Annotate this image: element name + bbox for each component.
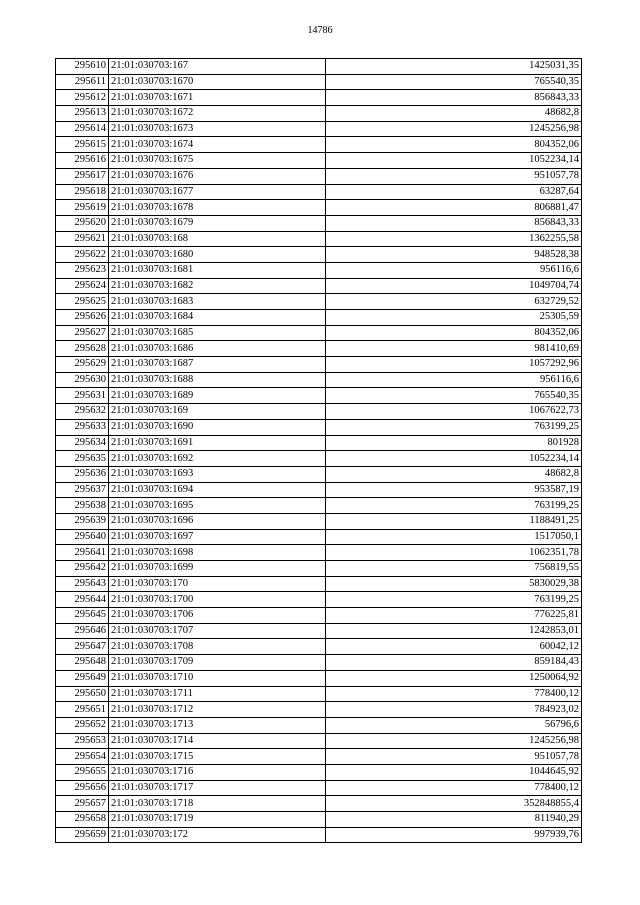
cadastral-number-cell: 21:01:030703:1688 bbox=[109, 372, 326, 388]
cadastral-number-cell: 21:01:030703:168 bbox=[109, 231, 326, 247]
row-number-cell: 295637 bbox=[56, 482, 109, 498]
table-row bbox=[56, 764, 582, 780]
cadastral-value-cell: 1062351,78 bbox=[326, 545, 582, 561]
cadastral-number-cell: 21:01:030703:1691 bbox=[109, 435, 326, 451]
table-row bbox=[56, 812, 582, 828]
row-number-cell: 295619 bbox=[56, 200, 109, 216]
page-number: 14786 bbox=[307, 25, 333, 36]
cadastral-number-cell: 21:01:030703:1670 bbox=[109, 74, 326, 90]
cadastral-number-cell: 21:01:030703:1700 bbox=[109, 592, 326, 608]
table-row bbox=[56, 466, 582, 482]
table-row bbox=[56, 686, 582, 702]
table-row bbox=[56, 670, 582, 686]
cadastral-value-cell: 856843,33 bbox=[326, 90, 582, 106]
cadastral-number-cell: 21:01:030703:1719 bbox=[109, 812, 326, 828]
cadastral-number-cell: 21:01:030703:1686 bbox=[109, 341, 326, 357]
cadastral-value-cell: 632729,52 bbox=[326, 294, 582, 310]
row-number-cell: 295658 bbox=[56, 812, 109, 828]
row-number-cell: 295632 bbox=[56, 404, 109, 420]
cadastral-value-cell: 48682,8 bbox=[326, 106, 582, 122]
table-row bbox=[56, 388, 582, 404]
cadastral-value-cell: 953587,19 bbox=[326, 482, 582, 498]
table-row bbox=[56, 639, 582, 655]
table-row bbox=[56, 780, 582, 796]
cadastral-value-cell: 948528,38 bbox=[326, 247, 582, 263]
cadastral-value-cell: 763199,25 bbox=[326, 592, 582, 608]
cadastral-number-cell: 21:01:030703:1711 bbox=[109, 686, 326, 702]
row-number-cell: 295647 bbox=[56, 639, 109, 655]
row-number-cell: 295616 bbox=[56, 153, 109, 169]
table-row bbox=[56, 749, 582, 765]
row-number-cell: 295640 bbox=[56, 529, 109, 545]
cadastral-number-cell: 21:01:030703:1714 bbox=[109, 733, 326, 749]
row-number-cell: 295633 bbox=[56, 419, 109, 435]
cadastral-value-cell: 1250064,92 bbox=[326, 670, 582, 686]
row-number-cell: 295626 bbox=[56, 310, 109, 326]
cadastral-number-cell: 21:01:030703:1707 bbox=[109, 623, 326, 639]
cadastral-number-cell: 21:01:030703:1696 bbox=[109, 513, 326, 529]
cadastral-number-cell: 21:01:030703:1681 bbox=[109, 262, 326, 278]
row-number-cell: 295628 bbox=[56, 341, 109, 357]
row-number-cell: 295629 bbox=[56, 357, 109, 373]
cadastral-value-cell: 1188491,25 bbox=[326, 513, 582, 529]
cadastral-value-cell: 804352,06 bbox=[326, 325, 582, 341]
table-row bbox=[56, 498, 582, 514]
cadastral-number-cell: 21:01:030703:1693 bbox=[109, 466, 326, 482]
table-row bbox=[56, 74, 582, 90]
cadastral-value-cell: 1049704,74 bbox=[326, 278, 582, 294]
cadastral-number-cell: 21:01:030703:1676 bbox=[109, 168, 326, 184]
table-row bbox=[56, 655, 582, 671]
row-number-cell: 295636 bbox=[56, 466, 109, 482]
cadastral-value-cell: 778400,12 bbox=[326, 686, 582, 702]
row-number-cell: 295622 bbox=[56, 247, 109, 263]
table-row bbox=[56, 310, 582, 326]
cadastral-value-cell: 1057292,96 bbox=[326, 357, 582, 373]
table-row bbox=[56, 608, 582, 624]
row-number-cell: 295610 bbox=[56, 59, 109, 75]
cadastral-number-cell: 21:01:030703:1672 bbox=[109, 106, 326, 122]
table-row bbox=[56, 717, 582, 733]
table-row bbox=[56, 435, 582, 451]
table-row bbox=[56, 262, 582, 278]
cadastral-value-cell: 778400,12 bbox=[326, 780, 582, 796]
row-number-cell: 295634 bbox=[56, 435, 109, 451]
row-number-cell: 295644 bbox=[56, 592, 109, 608]
cadastral-value-cell: 804352,06 bbox=[326, 137, 582, 153]
table-row bbox=[56, 153, 582, 169]
table-row bbox=[56, 482, 582, 498]
row-number-cell: 295651 bbox=[56, 702, 109, 718]
cadastral-value-cell: 1245256,98 bbox=[326, 121, 582, 137]
cadastral-number-cell: 21:01:030703:1680 bbox=[109, 247, 326, 263]
cadastral-value-cell: 765540,35 bbox=[326, 388, 582, 404]
row-number-cell: 295611 bbox=[56, 74, 109, 90]
table-row bbox=[56, 341, 582, 357]
cadastral-number-cell: 21:01:030703:1671 bbox=[109, 90, 326, 106]
table-row bbox=[56, 294, 582, 310]
cadastral-number-cell: 21:01:030703:1708 bbox=[109, 639, 326, 655]
row-number-cell: 295656 bbox=[56, 780, 109, 796]
table-row bbox=[56, 137, 582, 153]
table-row bbox=[56, 231, 582, 247]
row-number-cell: 295654 bbox=[56, 749, 109, 765]
table-row bbox=[56, 561, 582, 577]
row-number-cell: 295648 bbox=[56, 655, 109, 671]
cadastral-value-cell: 859184,43 bbox=[326, 655, 582, 671]
cadastral-value-cell: 1067622,73 bbox=[326, 404, 582, 420]
table-row bbox=[56, 121, 582, 137]
cadastral-number-cell: 21:01:030703:1673 bbox=[109, 121, 326, 137]
cadastral-number-cell: 21:01:030703:1677 bbox=[109, 184, 326, 200]
cadastral-value-cell: 763199,25 bbox=[326, 419, 582, 435]
cadastral-value-cell: 951057,78 bbox=[326, 168, 582, 184]
cadastral-number-cell: 21:01:030703:1697 bbox=[109, 529, 326, 545]
table-row bbox=[56, 215, 582, 231]
table-row bbox=[56, 529, 582, 545]
table-row bbox=[56, 357, 582, 373]
row-number-cell: 295635 bbox=[56, 451, 109, 467]
row-number-cell: 295617 bbox=[56, 168, 109, 184]
cadastral-number-cell: 21:01:030703:1684 bbox=[109, 310, 326, 326]
row-number-cell: 295659 bbox=[56, 827, 109, 843]
cadastral-number-cell: 21:01:030703:1695 bbox=[109, 498, 326, 514]
cadastral-number-cell: 21:01:030703:1706 bbox=[109, 608, 326, 624]
row-number-cell: 295624 bbox=[56, 278, 109, 294]
table-row bbox=[56, 545, 582, 561]
table-row bbox=[56, 325, 582, 341]
row-number-cell: 295649 bbox=[56, 670, 109, 686]
cadastral-value-cell: 1425031,35 bbox=[326, 59, 582, 75]
cadastral-number-cell: 21:01:030703:1716 bbox=[109, 764, 326, 780]
table-row bbox=[56, 796, 582, 812]
cadastral-value-cell: 60042,12 bbox=[326, 639, 582, 655]
table-row bbox=[56, 513, 582, 529]
table-row bbox=[56, 733, 582, 749]
cadastral-number-cell: 21:01:030703:1709 bbox=[109, 655, 326, 671]
row-number-cell: 295657 bbox=[56, 796, 109, 812]
row-number-cell: 295614 bbox=[56, 121, 109, 137]
table-row bbox=[56, 200, 582, 216]
cadastral-value-cell: 856843,33 bbox=[326, 215, 582, 231]
row-number-cell: 295620 bbox=[56, 215, 109, 231]
cadastral-value-cell: 956116,6 bbox=[326, 372, 582, 388]
cadastral-value-table bbox=[55, 58, 582, 843]
cadastral-number-cell: 21:01:030703:1682 bbox=[109, 278, 326, 294]
table-row bbox=[56, 451, 582, 467]
row-number-cell: 295621 bbox=[56, 231, 109, 247]
cadastral-number-cell: 21:01:030703:170 bbox=[109, 576, 326, 592]
cadastral-number-cell: 21:01:030703:1690 bbox=[109, 419, 326, 435]
row-number-cell: 295655 bbox=[56, 764, 109, 780]
table-row bbox=[56, 168, 582, 184]
table-row bbox=[56, 827, 582, 843]
cadastral-value-cell: 765540,35 bbox=[326, 74, 582, 90]
cadastral-number-cell: 21:01:030703:1713 bbox=[109, 717, 326, 733]
cadastral-value-cell: 48682,8 bbox=[326, 466, 582, 482]
cadastral-number-cell: 21:01:030703:1679 bbox=[109, 215, 326, 231]
cadastral-number-cell: 21:01:030703:167 bbox=[109, 59, 326, 75]
cadastral-number-cell: 21:01:030703:1710 bbox=[109, 670, 326, 686]
cadastral-value-cell: 756819,55 bbox=[326, 561, 582, 577]
table-row bbox=[56, 59, 582, 75]
cadastral-value-cell: 763199,25 bbox=[326, 498, 582, 514]
cadastral-value-cell: 1245256,98 bbox=[326, 733, 582, 749]
table-row bbox=[56, 278, 582, 294]
cadastral-value-cell: 951057,78 bbox=[326, 749, 582, 765]
row-number-cell: 295615 bbox=[56, 137, 109, 153]
row-number-cell: 295639 bbox=[56, 513, 109, 529]
cadastral-value-cell: 981410,69 bbox=[326, 341, 582, 357]
cadastral-number-cell: 21:01:030703:1715 bbox=[109, 749, 326, 765]
row-number-cell: 295643 bbox=[56, 576, 109, 592]
cadastral-value-cell: 63287,64 bbox=[326, 184, 582, 200]
table-body bbox=[56, 59, 582, 843]
table-row bbox=[56, 404, 582, 420]
cadastral-number-cell: 21:01:030703:1698 bbox=[109, 545, 326, 561]
cadastral-value-cell: 1052234,14 bbox=[326, 153, 582, 169]
cadastral-number-cell: 21:01:030703:1689 bbox=[109, 388, 326, 404]
cadastral-value-cell: 1517050,1 bbox=[326, 529, 582, 545]
cadastral-value-cell: 1052234,14 bbox=[326, 451, 582, 467]
cadastral-number-cell: 21:01:030703:1674 bbox=[109, 137, 326, 153]
table-row bbox=[56, 90, 582, 106]
cadastral-value-cell: 5830029,38 bbox=[326, 576, 582, 592]
cadastral-value-cell: 56796,6 bbox=[326, 717, 582, 733]
cadastral-value-cell: 811940,29 bbox=[326, 812, 582, 828]
row-number-cell: 295627 bbox=[56, 325, 109, 341]
row-number-cell: 295623 bbox=[56, 262, 109, 278]
row-number-cell: 295625 bbox=[56, 294, 109, 310]
row-number-cell: 295646 bbox=[56, 623, 109, 639]
cadastral-number-cell: 21:01:030703:1678 bbox=[109, 200, 326, 216]
row-number-cell: 295618 bbox=[56, 184, 109, 200]
cadastral-number-cell: 21:01:030703:1675 bbox=[109, 153, 326, 169]
cadastral-value-cell: 784923,02 bbox=[326, 702, 582, 718]
table-row bbox=[56, 247, 582, 263]
cadastral-value-cell: 352848855,4 bbox=[326, 796, 582, 812]
table-row bbox=[56, 372, 582, 388]
row-number-cell: 295653 bbox=[56, 733, 109, 749]
row-number-cell: 295612 bbox=[56, 90, 109, 106]
table-row bbox=[56, 184, 582, 200]
cadastral-value-cell: 1242853,01 bbox=[326, 623, 582, 639]
row-number-cell: 295638 bbox=[56, 498, 109, 514]
cadastral-number-cell: 21:01:030703:1694 bbox=[109, 482, 326, 498]
cadastral-value-cell: 806881,47 bbox=[326, 200, 582, 216]
cadastral-number-cell: 21:01:030703:172 bbox=[109, 827, 326, 843]
cadastral-number-cell: 21:01:030703:1685 bbox=[109, 325, 326, 341]
row-number-cell: 295641 bbox=[56, 545, 109, 561]
table-row bbox=[56, 592, 582, 608]
cadastral-number-cell: 21:01:030703:1712 bbox=[109, 702, 326, 718]
table-row bbox=[56, 106, 582, 122]
cadastral-value-cell: 25305,59 bbox=[326, 310, 582, 326]
table-row bbox=[56, 419, 582, 435]
cadastral-number-cell: 21:01:030703:169 bbox=[109, 404, 326, 420]
cadastral-value-cell: 956116,6 bbox=[326, 262, 582, 278]
cadastral-value-cell: 776225,81 bbox=[326, 608, 582, 624]
row-number-cell: 295645 bbox=[56, 608, 109, 624]
cadastral-number-cell: 21:01:030703:1692 bbox=[109, 451, 326, 467]
row-number-cell: 295652 bbox=[56, 717, 109, 733]
cadastral-number-cell: 21:01:030703:1687 bbox=[109, 357, 326, 373]
cadastral-value-cell: 1362255,58 bbox=[326, 231, 582, 247]
cadastral-number-cell: 21:01:030703:1683 bbox=[109, 294, 326, 310]
table-row bbox=[56, 623, 582, 639]
cadastral-number-cell: 21:01:030703:1699 bbox=[109, 561, 326, 577]
row-number-cell: 295613 bbox=[56, 106, 109, 122]
cadastral-number-cell: 21:01:030703:1717 bbox=[109, 780, 326, 796]
cadastral-value-cell: 1044645,92 bbox=[326, 764, 582, 780]
cadastral-value-cell: 997939,76 bbox=[326, 827, 582, 843]
table-row bbox=[56, 702, 582, 718]
row-number-cell: 295642 bbox=[56, 561, 109, 577]
row-number-cell: 295630 bbox=[56, 372, 109, 388]
row-number-cell: 295650 bbox=[56, 686, 109, 702]
row-number-cell: 295631 bbox=[56, 388, 109, 404]
cadastral-number-cell: 21:01:030703:1718 bbox=[109, 796, 326, 812]
table-row bbox=[56, 576, 582, 592]
cadastral-value-cell: 801928 bbox=[326, 435, 582, 451]
